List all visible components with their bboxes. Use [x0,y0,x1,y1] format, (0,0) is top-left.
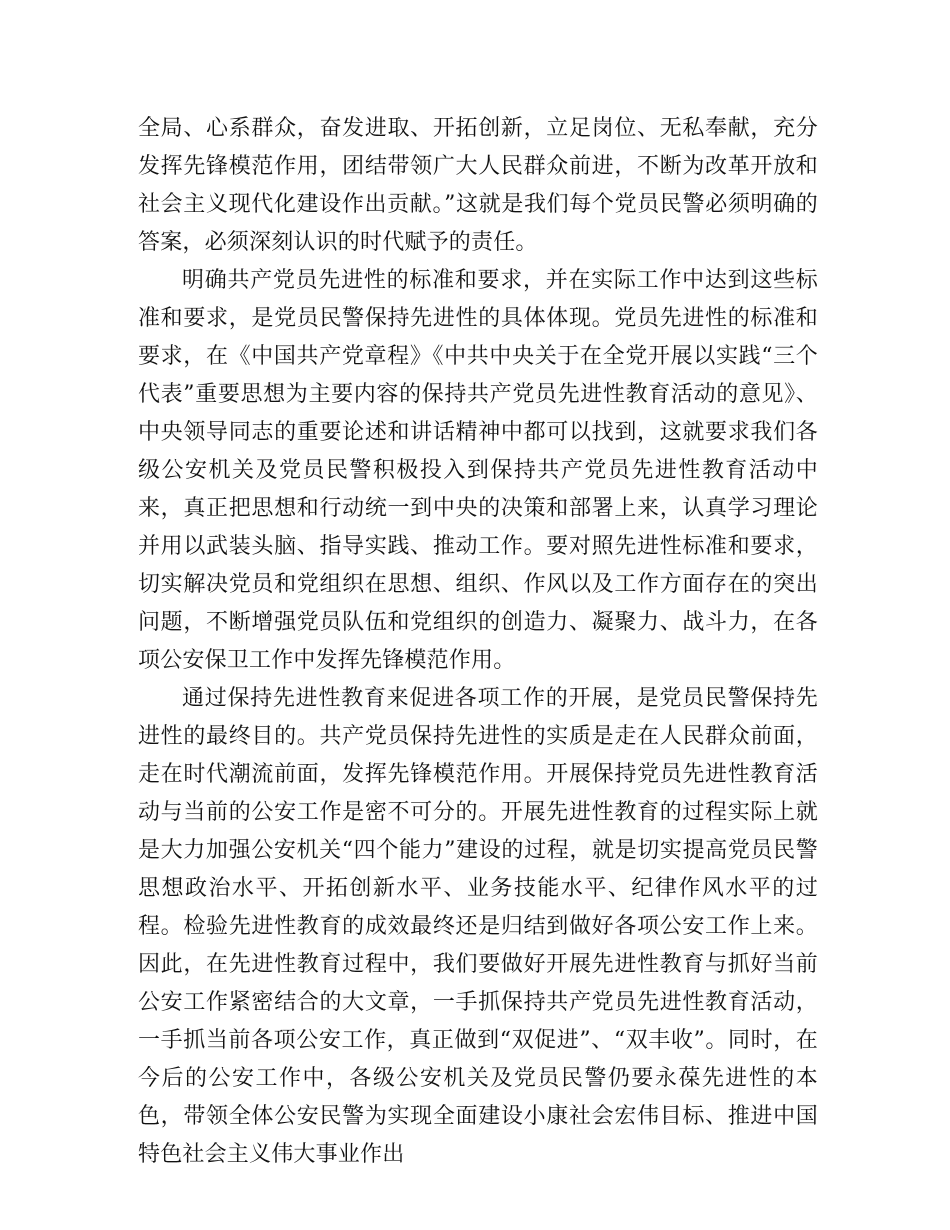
paragraph-education-purpose: 通过保持先进性教育来促进各项工作的开展，是党员民警保持先进性的最终目的。共产党员保持先进性的实质是走在人民群众前面，走在时代潮流前面，发挥先锋模范作用。开展保持党员先进性教育活动与当前的公安工作是密不可分的。开展先进性教育的过程实际上就是大力加强公安机关“四个能力”建设的过程，就是切实提高党员民警思想政治水平、开拓创新水平、业务技能水平、纪律作风水平的过程。检验先进性教育的成效最终还是归结到做好各项公安工作上来。因此，在先进性教育过程中，我们要做好开展先进性教育与抓好当前公安工作紧密结合的大文章，一手抓保持共产党员先进性教育活动，一手抓当前各项公安工作，真正做到“双促进”、“双丰收”。同时，在今后的公安工作中，各级公安机关及党员民警仍要永葆先进性的本色，带领全体公安民警为实现全面建设小康社会宏伟目标、推进中国特色社会主义伟大事业作出 [138,686,818,1167]
document-body [138,110,818,1174]
paragraph-advanced-standards: 明确共产党员先进性的标准和要求，并在实际工作中达到这些标准和要求，是党员民警保持先进性的具体体现。党员先进性的标准和要求，在《中国共产党章程》《中共中央关于在全党开展以实践“三个代表”重要思想为主要内容的保持共产党员先进性教育活动的意见》、中央领导同志的重要论述和讲话精神中都可以找到，这就要求我们各级公安机关及党员民警积极投入到保持共产党员先进性教育活动中来，真正把思想和行动统一到中央的决策和部署上来，认真学习理论并用以武装头脑、指导实践、推动工作。要对照先进性标准和要求，切实解决党员和党组织在思想、组织、作风以及工作方面存在的突出问题，不断增强党员队伍和党组织的创造力、凝聚力、战斗力，在各项公安保卫工作中发挥先锋模范作用。 [138,268,818,673]
paragraph-continuation: 全局、心系群众，奋发进取、开拓创新，立足岗位、无私奉献，充分发挥先锋模范作用，团结带领广大人民群众前进，不断为改革开放和社会主义现代化建设作出贡献。”这就是我们每个党员民警必须明确的答案，必须深刻认识的时代赋予的责任。 [138,116,818,255]
